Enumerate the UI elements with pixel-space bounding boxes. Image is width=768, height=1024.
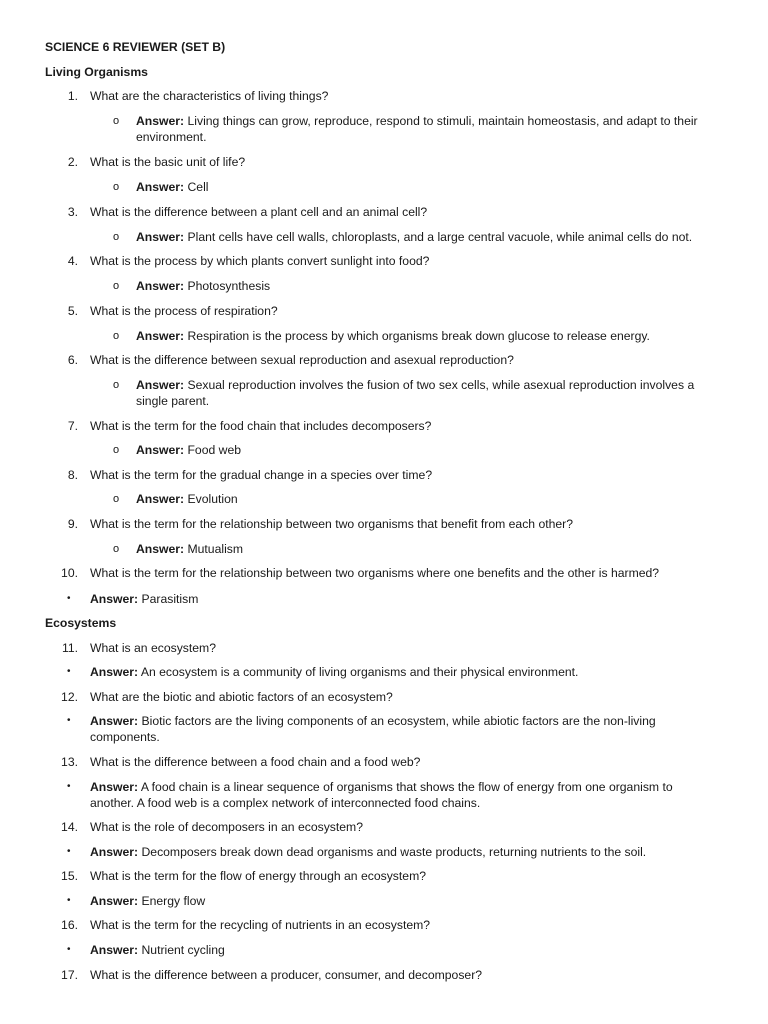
question-number: 13.: [61, 755, 78, 769]
circle-bullet-icon: o: [113, 379, 120, 391]
document-title: SCIENCE 6 REVIEWER (SET B): [45, 40, 226, 54]
dot-bullet-icon: •: [67, 944, 71, 955]
circle-bullet-icon: o: [113, 115, 120, 127]
question-number: 1.: [67, 89, 78, 103]
answer-text: Parasitism: [141, 592, 199, 606]
question-text: What is the difference between a producer, consumer, and decomposer?: [90, 968, 483, 982]
question-number: 17.: [61, 968, 78, 982]
question-text: What is the role of decomposers in an ecosystem?: [90, 820, 363, 834]
question-text: What is the process of respiration?: [90, 304, 278, 318]
question-number: 15.: [61, 869, 78, 883]
dot-bullet-icon: •: [67, 666, 71, 677]
question-number: 4.: [67, 254, 78, 268]
question-text: What are the characteristics of living things?: [90, 89, 329, 103]
circle-bullet-icon: o: [113, 280, 120, 292]
answer-text: Sexual reproduction involves the fusion of two sex cells, while asexual reproduction involves a single parent.: [136, 378, 695, 408]
answer-text: Energy flow: [141, 894, 206, 908]
answer-label: Answer:: [136, 492, 185, 506]
question-text: What is the process by which plants convert sunlight into food?: [90, 254, 430, 268]
answer-label: Answer:: [90, 592, 139, 606]
answer-label: Answer:: [90, 665, 139, 679]
answer-text: Cell: [187, 180, 209, 194]
section-heading-ecosystems: Ecosystems: [45, 616, 117, 630]
answer-label: Answer:: [136, 329, 185, 343]
question-number: 5.: [67, 304, 78, 318]
answer-text: An ecosystem is a community of living organisms and their physical environment.: [140, 665, 579, 679]
circle-bullet-icon: o: [113, 330, 120, 342]
answer-text: Plant cells have cell walls, chloroplasts, and a large central vacuole, while animal cells do not.: [187, 230, 693, 244]
answer-label: Answer:: [136, 542, 185, 556]
answer-label: Answer:: [136, 378, 185, 392]
question-number: 3.: [67, 205, 78, 219]
question-text: What are the biotic and abiotic factors of an ecosystem?: [90, 690, 393, 704]
question-number: 11.: [61, 641, 78, 655]
circle-bullet-icon: o: [113, 543, 120, 555]
question-number: 6.: [67, 353, 78, 367]
question-number: 8.: [67, 468, 78, 482]
answer-text: Living things can grow, reproduce, respond to stimuli, maintain homeostasis, and adapt to their environment.: [136, 114, 698, 144]
answer-label: Answer:: [136, 180, 185, 194]
answer-text: A food chain is a linear sequence of organisms that shows the flow of energy from one organism to another. A food web is a complex network of interconnected food chains.: [90, 780, 673, 810]
circle-bullet-icon: o: [113, 493, 120, 505]
answer-text: Respiration is the process by which organisms break down glucose to release energy.: [187, 329, 650, 343]
question-text: What is the term for the flow of energy through an ecosystem?: [90, 869, 426, 883]
question-text: What is the difference between a food chain and a food web?: [90, 755, 421, 769]
question-number: 16.: [61, 918, 78, 932]
question-text: What is the basic unit of life?: [90, 155, 246, 169]
question-text: What is the term for the food chain that includes decomposers?: [90, 419, 432, 433]
answer-text: Food web: [187, 443, 242, 457]
circle-bullet-icon: o: [113, 444, 120, 456]
question-text: What is the term for the relationship between two organisms where one benefits and the other is harmed?: [90, 566, 660, 580]
question-number: 9.: [67, 517, 78, 531]
dot-bullet-icon: •: [67, 593, 71, 604]
circle-bullet-icon: o: [113, 231, 120, 243]
section-heading-living-organisms: Living Organisms: [45, 65, 148, 79]
answer-text: Mutualism: [187, 542, 244, 556]
question-number: 2.: [67, 155, 78, 169]
circle-bullet-icon: o: [113, 181, 120, 193]
dot-bullet-icon: •: [67, 781, 71, 792]
answer-label: Answer:: [90, 714, 139, 728]
answer-text: Evolution: [187, 492, 238, 506]
question-text: What is the term for the relationship between two organisms that benefit from each other?: [90, 517, 574, 531]
answer-label: Answer:: [90, 845, 139, 859]
question-number: 10.: [61, 566, 78, 580]
question-text: What is an ecosystem?: [90, 641, 216, 655]
dot-bullet-icon: •: [67, 715, 71, 726]
answer-label: Answer:: [136, 230, 185, 244]
question-number: 12.: [61, 690, 78, 704]
answer-text: Photosynthesis: [187, 279, 271, 293]
question-text: What is the term for the gradual change in a species over time?: [90, 468, 433, 482]
question-text: What is the term for the recycling of nutrients in an ecosystem?: [90, 918, 431, 932]
answer-label: Answer:: [136, 114, 185, 128]
answer-label: Answer:: [136, 443, 185, 457]
answer-label: Answer:: [90, 894, 139, 908]
question-text: What is the difference between sexual reproduction and asexual reproduction?: [90, 353, 514, 367]
dot-bullet-icon: •: [67, 846, 71, 857]
answer-text: Biotic factors are the living components of an ecosystem, while abiotic factors are the non-living components.: [90, 714, 656, 744]
answer-label: Answer:: [90, 943, 139, 957]
answer-text: Decomposers break down dead organisms and waste products, returning nutrients to the soil.: [141, 845, 647, 859]
answer-text: Nutrient cycling: [141, 943, 225, 957]
answer-label: Answer:: [90, 780, 139, 794]
question-number: 7.: [67, 419, 78, 433]
dot-bullet-icon: •: [67, 895, 71, 906]
answer-label: Answer:: [136, 279, 185, 293]
question-text: What is the difference between a plant cell and an animal cell?: [90, 205, 428, 219]
question-number: 14.: [61, 820, 78, 834]
